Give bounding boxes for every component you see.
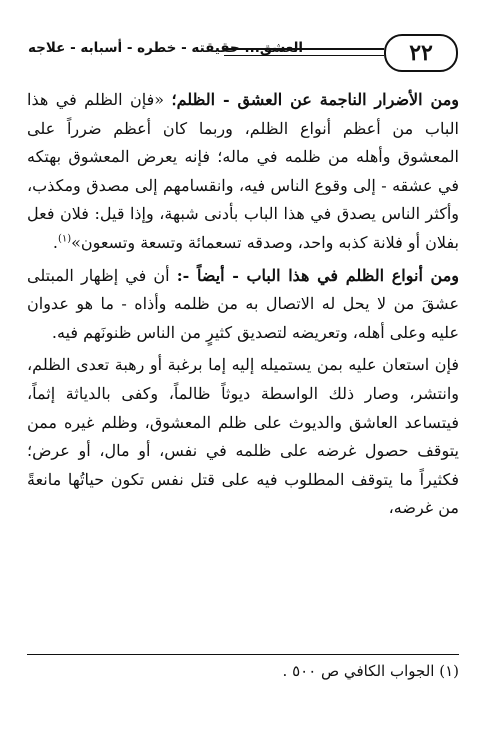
paragraph-1-text: «فإن الظلم في هذا الباب من أعظم أنواع الظلم، وربما كان أعظم ضرراً على المعشوق وأهله من ظلمه في ماله؛ فإنه يعرض المعشوق بهتكه في عشقه - إلى وقوع الناس فيه، وانقسامهم إلى مصدق ومكذب، وأكثر الناس يصدق في هذا الباب بأدنى شبهة، وإذا قيل: فلان فعل بفلان أو فلانة كذبه واحد، وصدقه تسعمائة وتسعة وتسعون» <box>27 90 460 252</box>
body-text <box>27 86 459 527</box>
paragraph-2 <box>27 262 459 348</box>
paragraph-1 <box>27 86 459 258</box>
paragraph-1-lead: ومن الأضرار الناجمة عن العشق - الظلم؛ <box>171 90 460 109</box>
footnote-divider <box>27 654 459 655</box>
footnote <box>27 662 459 680</box>
paragraph-2-text: أن في إظهار المبتلى عشقَ من لا يحل له الاتصال به من ظلمه وأذاه - ما هو عدوان عليه وعلى أهله، وتعريضه لتصديق كثيرٍ من الناس ظنونَهم فيه. <box>27 265 459 342</box>
footnote-reference: (١) <box>57 233 72 245</box>
paragraph-1-tail: . <box>52 232 58 252</box>
running-title: العشق... حقيقته - خطره - أسبابه - علاجه <box>28 40 304 56</box>
paragraph-2-lead: ومن أنواع الظلم في هذا الباب - أيضاً -: <box>176 265 459 285</box>
running-header <box>28 34 458 72</box>
page-number: ٢٢ <box>384 34 458 72</box>
paragraph-3 <box>27 351 459 523</box>
footnote-marker: (١) <box>439 662 459 680</box>
footnote-text: الجواب الكافي ص ٥٠٠ . <box>282 662 435 680</box>
paragraph-3-text: فإن استعان عليه بمن يستميله إليه إما برغبة أو رهبة تعدى الظلم، وانتشر، وصار ذلك الواسطة ديوثاً ظالماً، وكفى بالدياثة إثماً، فيتساعد العاشق والديوث على ظلم المعشوق، وظلم غيره ممن يتوقف حصول غرضه على ظلمه في نفس، أو مال، أو عرض؛ فكثيراً ما يتوقف المطلوب فيه على قتل نفس تكون حياتُها مانعةً من غرضه، <box>27 355 459 518</box>
